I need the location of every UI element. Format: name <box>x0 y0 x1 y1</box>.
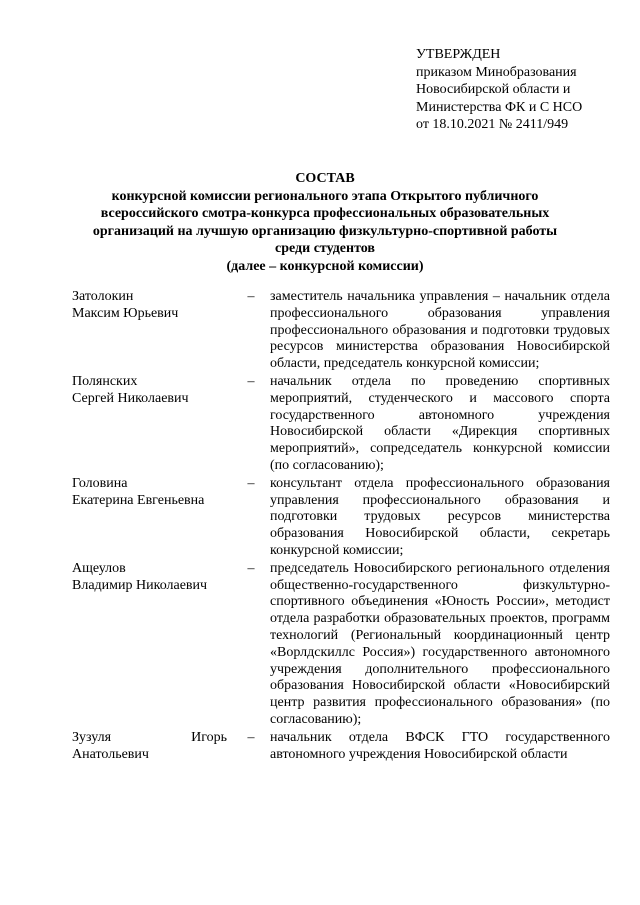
approval-line: приказом Минобразования <box>416 64 577 80</box>
member-role: председатель Новосибирского регионального отделения общественно-государственного физкультурно-спортивного объединения «Юность России», методист отдела разработки образовательных проектов, программ технологий (Региональный координационный центр «Ворлдскиллс Россия») государственного автономного учреждения дополнительного профессионального образования Новосибирской области «Новосибирский центр развития профессионального образования» (по согласованию); <box>270 560 610 727</box>
approval-line: Министерства ФК и С НСО <box>416 99 583 115</box>
member-name <box>72 476 232 560</box>
member-surname: Затолокин <box>72 289 134 304</box>
separator-dash: – <box>247 475 255 491</box>
member-role: начальник отдела ВФСК ГТО государственного автономного учреждения Новосибирской области <box>270 729 610 762</box>
separator-dash: – <box>247 560 255 576</box>
commission-members <box>72 289 612 764</box>
heading-line: среди студентов <box>275 241 375 257</box>
member-row <box>72 730 612 764</box>
member-row <box>72 561 612 729</box>
member-role: консультант отдела профессионального образования управления профессионального образования и подготовки трудовых ресурсов министерства образования Новосибирской области, секретарь конкурсной комиссии; <box>270 475 610 558</box>
member-role: заместитель начальника управления – начальник отдела профессионального образования управления профессионального образования и подготовки трудовых ресурсов министерства образования Новосибирской области, председатель конкурсной комиссии; <box>270 289 610 372</box>
member-name-line <box>72 730 227 747</box>
member-given-name: Максим Юрьевич <box>72 305 179 321</box>
approval-stamp <box>416 46 582 134</box>
member-surname: Зузуля <box>72 729 112 745</box>
document-heading <box>60 170 590 276</box>
member-row <box>72 476 612 560</box>
separator-dash: – <box>247 373 255 389</box>
member-name <box>72 730 232 764</box>
member-name <box>72 561 232 729</box>
member-surname: Головина <box>72 475 128 491</box>
heading-line: организаций на лучшую организацию физкультурно-спортивной работы <box>92 223 558 239</box>
member-given-name: Игорь <box>191 729 227 745</box>
member-patronymic: Анатольевич <box>72 746 149 762</box>
approval-line: УТВЕРЖДЕН <box>416 47 501 62</box>
member-given-name: Екатерина Евгеньевна <box>72 492 205 508</box>
heading-line: конкурсной комиссии регионального этапа Открытого публичного <box>111 188 539 204</box>
member-name <box>72 374 232 475</box>
heading-line: всероссийского смотра-конкурса профессиональных образовательных <box>100 206 550 222</box>
member-row <box>72 374 612 475</box>
approval-line: Новосибирской области и <box>416 82 571 98</box>
member-given-name: Сергей Николаевич <box>72 390 189 406</box>
heading-line: (далее – конкурсной комиссии) <box>226 258 424 274</box>
separator-dash: – <box>247 729 255 745</box>
member-surname: Полянских <box>72 373 138 389</box>
member-given-name: Владимир Николаевич <box>72 577 208 593</box>
member-surname: Ащеулов <box>72 560 126 576</box>
separator-dash: – <box>247 289 255 304</box>
member-role: начальник отдела по проведению спортивных мероприятий, студенческого и массового спорта государственного автономного учреждения Новосибирской области «Дирекция спортивных мероприятий», сопредседатель конкурсной комиссии (по согласованию); <box>270 373 610 473</box>
member-name <box>72 289 232 373</box>
approval-line: от 18.10.2021 № 2411/949 <box>416 117 569 133</box>
member-row <box>72 289 612 373</box>
document-title: СОСТАВ <box>295 171 355 186</box>
